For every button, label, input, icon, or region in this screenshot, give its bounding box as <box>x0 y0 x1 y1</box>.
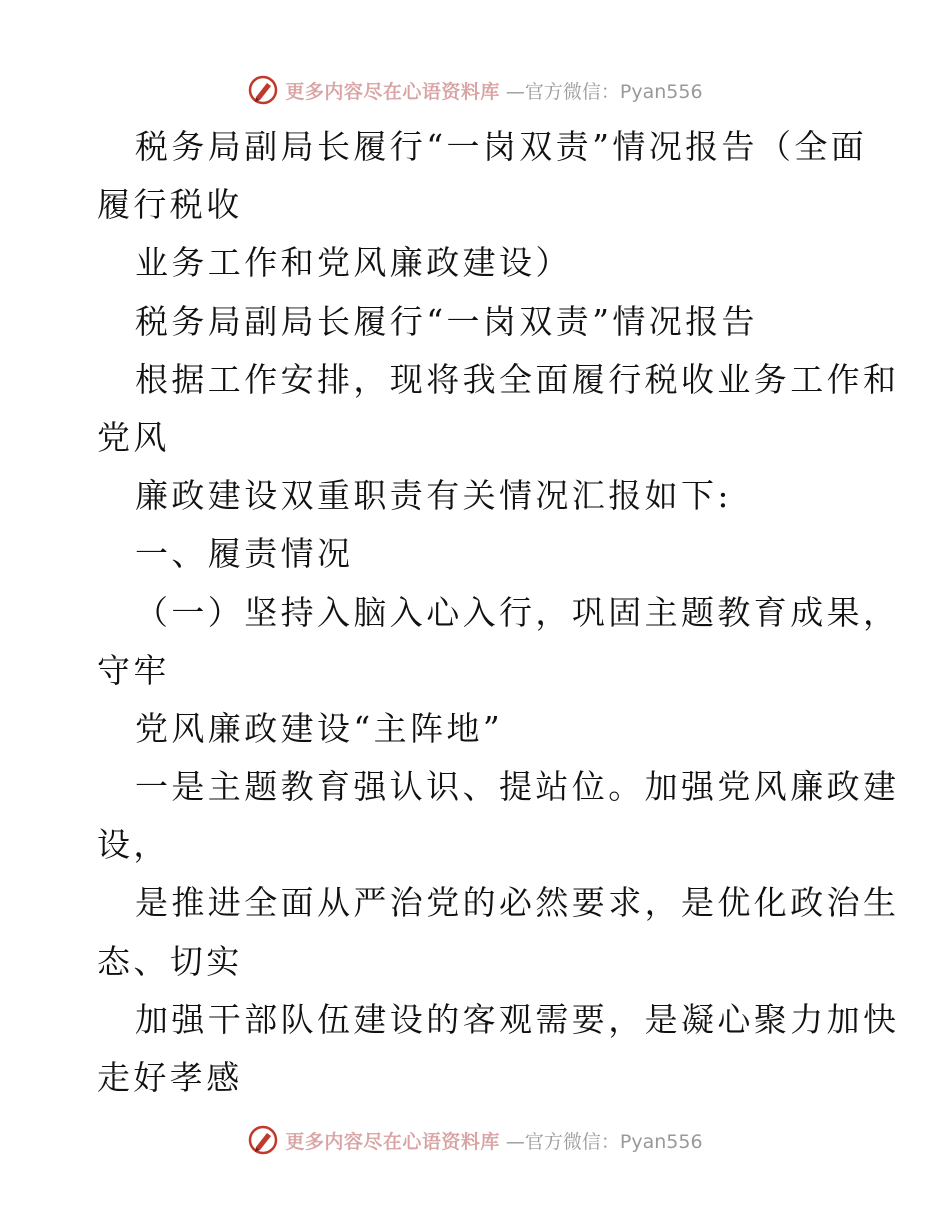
text-line: 廉政建设双重职责有关情况汇报如下: <box>135 476 732 516</box>
text-line: 是推进全面从严治党的必然要求，是优化政治生 <box>135 883 900 923</box>
document-body <box>97 118 900 1107</box>
text-line: 态、切实 <box>97 941 243 981</box>
banner-sub-text: —官方微信：Pyan556 <box>505 1130 703 1153</box>
pen-logo-icon <box>247 1124 279 1156</box>
text-line: 走好孝感 <box>97 1058 243 1097</box>
header-banner <box>0 70 950 110</box>
text-line: 加强干部队伍建设的客观需要，是凝心聚力加快 <box>135 999 900 1039</box>
pen-logo-icon <box>247 74 279 106</box>
text-line: 一是主题教育强认识、提站位。加强党风廉政建 <box>135 767 900 807</box>
text-line: 税务局副局长履行“一岗双责”情况报告 <box>135 301 758 341</box>
text-line: 设， <box>97 825 170 865</box>
text-line: 一、履责情况 <box>135 534 354 574</box>
banner-main-text: 更多内容尽在心语资料库 <box>285 80 500 103</box>
text-line: 业务工作和党风廉政建设） <box>135 243 572 283</box>
text-line: 党风 <box>97 417 170 457</box>
text-line: 党风廉政建设“主阵地” <box>135 708 504 748</box>
text-line: （一）坚持入脑入心入行，巩固主题教育成果， <box>135 592 900 632</box>
text-line: 根据工作安排，现将我全面履行税收业务工作和 <box>135 359 900 399</box>
banner-sub-text: —官方微信：Pyan556 <box>505 80 703 103</box>
text-line: 税务局副局长履行“一岗双责”情况报告（全面 <box>135 127 868 166</box>
footer-banner <box>0 1120 950 1160</box>
text-line: 守牢 <box>97 650 170 690</box>
banner-main-text: 更多内容尽在心语资料库 <box>285 1130 500 1153</box>
text-line: 履行税收 <box>97 185 243 225</box>
